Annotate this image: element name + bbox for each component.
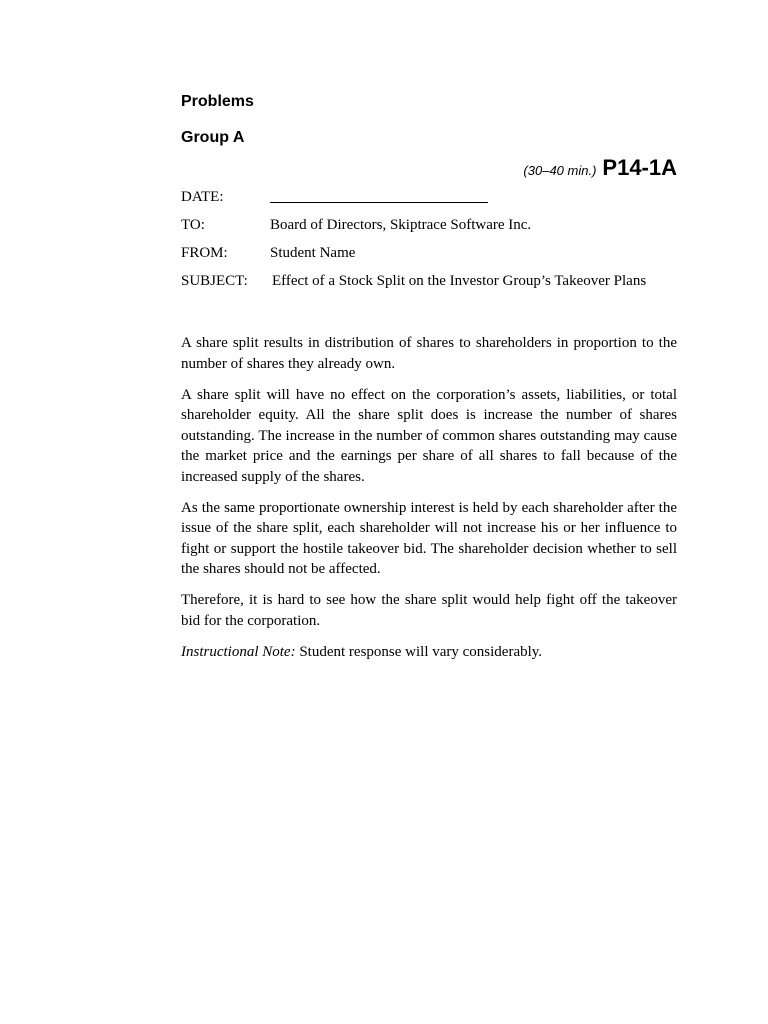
body-paragraph: A share split will have no effect on the corporation’s assets, liabilities, or total shareholder equity. All the share split does is increase the number of shares outstanding. The increase in the number of common shares outstanding may cause the market price and the earnings per share of all shares to fall because of the increased supply of the shares. <box>181 386 677 485</box>
memo-body <box>181 333 677 662</box>
memo-to-row <box>181 216 677 244</box>
problem-id: P14-1A <box>602 155 677 180</box>
problem-header <box>181 154 677 182</box>
body-paragraph: Therefore, it is hard to see how the share split would help fight off the takeover bid for the corporation. <box>181 592 677 629</box>
note-text: Student response will vary considerably. <box>295 643 543 660</box>
memo-from-row <box>181 244 677 272</box>
date-blank-line <box>270 188 488 203</box>
date-value <box>270 188 677 216</box>
from-label: FROM: <box>181 245 228 261</box>
body-paragraph: A share split results in distribution of shares to shareholders in proportion to the number of shares they already own. <box>181 335 677 372</box>
note-label: Instructional Note: <box>181 643 296 660</box>
instructional-note <box>181 642 677 663</box>
to-value: Board of Directors, Skiptrace Software Inc. <box>270 217 532 233</box>
document-page <box>181 92 677 673</box>
memo-header <box>181 188 677 300</box>
from-value: Student Name <box>270 245 356 261</box>
subject-label: SUBJECT: <box>181 273 248 289</box>
date-label: DATE: <box>181 189 224 205</box>
group-heading: Group A <box>181 129 245 146</box>
body-paragraph: As the same proportionate ownership interest is held by each shareholder after the issue of the share split, each shareholder will not increase his or her influence to fight or support the hostile takeover bid. The shareholder decision whether to sell the shares should not be affected. <box>181 499 677 577</box>
to-label: TO: <box>181 217 205 233</box>
time-estimate: (30–40 min.) <box>523 163 597 178</box>
memo-date-row <box>181 188 677 216</box>
subject-value: Effect of a Stock Split on the Investor Group’s Takeover Plans <box>272 273 647 289</box>
memo-subject-row <box>181 272 677 300</box>
section-heading: Problems <box>181 93 254 110</box>
